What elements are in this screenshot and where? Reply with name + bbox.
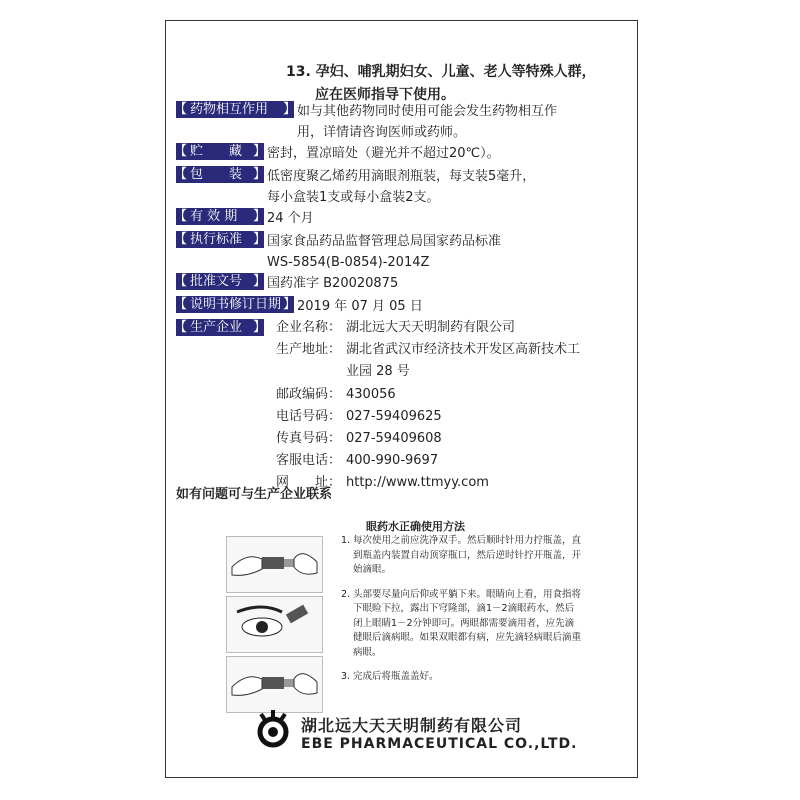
company-address-line2: 业园 28 号	[346, 364, 410, 379]
hand-bottle-icon	[227, 537, 322, 592]
note-13-line1: 13. 孕妇、哺乳期妇女、儿童、老人等特殊人群，	[286, 64, 596, 80]
company-logo-icon	[251, 706, 296, 751]
section-value-line1: 国家食品药品监督管理总局国家药品标准	[267, 234, 502, 249]
section-revision	[176, 296, 423, 318]
section-approval	[176, 273, 398, 295]
brand-name-cn: 湖北远大天天明制药有限公司	[301, 716, 523, 735]
section-value-line1: 如与其他药物同时使用可能会发生药物相互作	[297, 104, 558, 119]
section-package	[176, 166, 536, 205]
step2-illustration	[226, 596, 323, 653]
section-manufacturer	[176, 319, 264, 341]
method-title: 眼药水正确使用方法	[366, 520, 465, 533]
company-fax: 传真号码： 027-59409608	[276, 431, 442, 446]
company-zip: 邮政编码： 430056	[276, 387, 396, 402]
step3-illustration	[226, 656, 323, 713]
section-label: 【 执行标准 】	[176, 231, 264, 248]
company-website: 网 址： http://www.ttmyy.com	[276, 475, 489, 490]
section-label: 【 生产企业 】	[176, 319, 264, 336]
section-storage	[176, 143, 500, 165]
section-value: 国药准字 B20020875	[267, 276, 399, 291]
section-validity	[176, 208, 314, 230]
eye-drop-icon	[227, 597, 322, 652]
leaflet-page	[165, 20, 638, 778]
section-value: 密封，置凉暗处（避光并不超过20℃）。	[267, 146, 500, 161]
brand-name-en: EBE PHARMACEUTICAL CO.,LTD.	[301, 736, 578, 752]
section-label: 【 药物相互作用 】	[176, 101, 294, 118]
note-13-line2: 应在医师指导下使用。	[315, 87, 455, 103]
section-value-line2: 每小盒装1支或每小盒装2支。	[267, 190, 440, 205]
section-standard	[176, 231, 502, 270]
company-tel: 电话号码： 027-59409625	[276, 409, 442, 424]
step-3: 3. 完成后将瓶盖盖好。	[341, 671, 439, 682]
step-1: 1. 每次使用之前应洗净双手。然后顺时针用力拧瓶盖，直到瓶盖内装置自动顶穿瓶口，然后逆时针拧开瓶盖，开始滴眼。	[341, 535, 582, 575]
company-service: 客服电话： 400-990-9697	[276, 453, 439, 468]
contact-note: 如有问题可与生产企业联系	[176, 487, 333, 502]
step1-illustration	[226, 536, 323, 593]
section-label: 【 包 装 】	[176, 166, 264, 183]
hand-cap-icon	[227, 657, 322, 712]
section-value-line1: 低密度聚乙烯药用滴眼剂瓶装，每支装5毫升，	[267, 169, 536, 184]
section-value-line2: WS-5854(B-0854)-2014Z	[267, 255, 430, 270]
company-address: 生产地址： 湖北省武汉市经济技术开发区高新技术工	[276, 342, 581, 357]
company-name: 企业名称： 湖北远大天天明制药有限公司	[276, 320, 516, 335]
section-value: 24 个月	[267, 211, 314, 226]
section-label: 【 贮 藏 】	[176, 143, 264, 160]
section-value-line2: 用，详情请咨询医师或药师。	[297, 125, 467, 140]
method-steps	[341, 534, 581, 689]
section-label: 【 批准文号 】	[176, 273, 264, 290]
section-label: 【 有 效 期 】	[176, 208, 264, 225]
step-2: 2. 头部要尽量向后仰或平躺下来。眼睛向上看，用食指将下眼睑下拉，露出下穹隆部，滴1－2滴眼药水，然后闭上眼睛1－2分钟即可。两眼都需要滴用者，应先滴健眼后滴病眼。如果双眼都有病，应先滴轻病眼后滴重病眼。	[341, 588, 582, 658]
section-interaction	[176, 101, 558, 140]
section-label: 【 说明书修订日期 】	[176, 296, 294, 313]
section-value: 2019 年 07 月 05 日	[297, 299, 423, 314]
